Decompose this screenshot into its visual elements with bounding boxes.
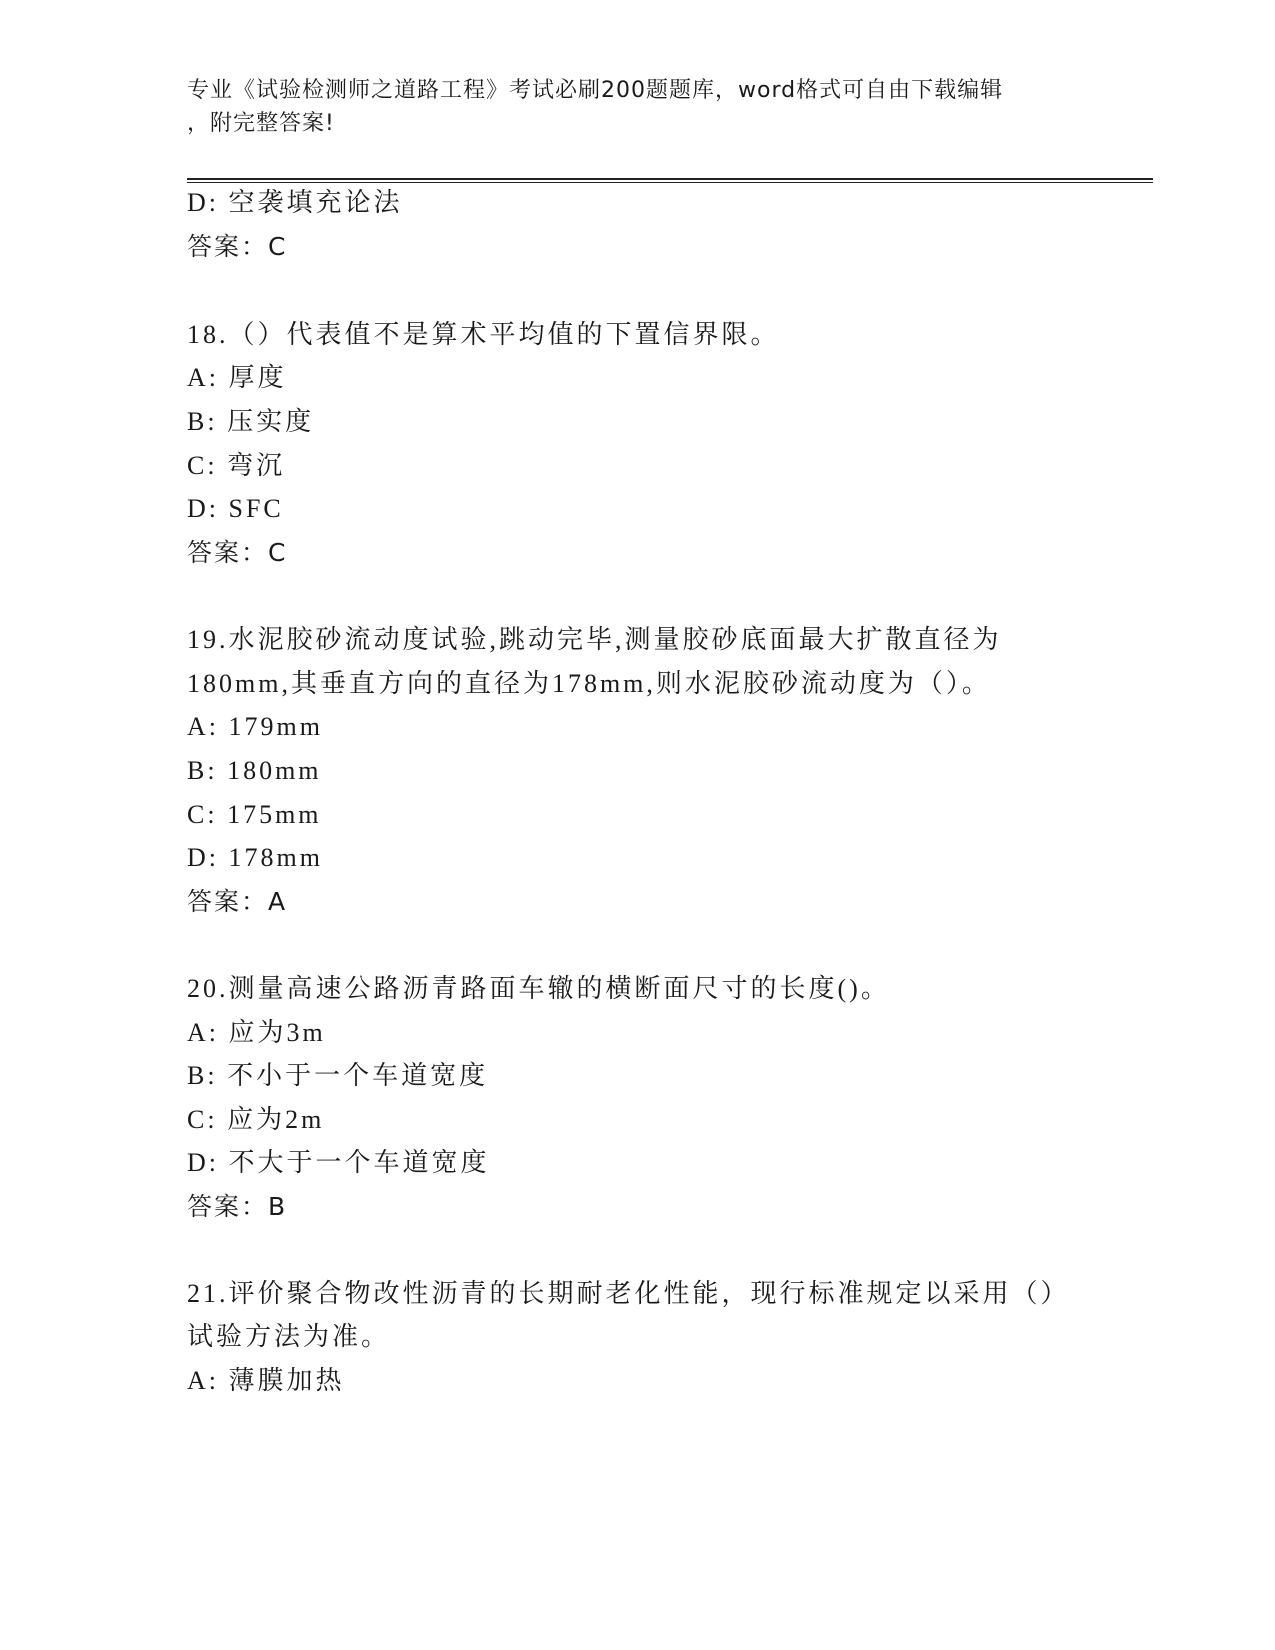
question-20-option-b: B: 不小于一个车道宽度 — [187, 1061, 489, 1090]
question-18-option-b: B: 压实度 — [187, 407, 315, 436]
question-20-stem: 20.测量高速公路沥青路面车辙的横断面尺寸的长度()。 — [187, 974, 890, 1003]
header-title-line1: 专业《试验检测师之道路工程》考试必刷200题题库，word格式可自由下载编辑 — [187, 78, 1004, 103]
question-18-option-d: D: SFC — [187, 494, 284, 523]
question-18-option-a: A: 厚度 — [187, 363, 287, 392]
document-header — [187, 74, 1067, 140]
prev-option-d: D: 空袭填充论法 — [187, 188, 403, 217]
question-20-option-c: C: 应为2m — [187, 1105, 325, 1134]
question-20-answer: 答案：B — [187, 1192, 288, 1221]
header-divider — [187, 178, 1153, 183]
question-19-option-d: D: 178mm — [187, 843, 323, 872]
question-18-stem: 18.（）代表值不是算术平均值的下置信界限。 — [187, 320, 780, 349]
question-19-answer: 答案：A — [187, 887, 288, 916]
prev-answer: 答案：C — [187, 232, 288, 261]
question-18-option-c: C: 弯沉 — [187, 451, 286, 480]
question-19-option-b: B: 180mm — [187, 756, 322, 785]
question-20-option-a: A: 应为3m — [187, 1018, 326, 1047]
header-title-line2: ，附完整答案! — [187, 111, 335, 136]
question-19-option-c: C: 175mm — [187, 800, 322, 829]
question-19-stem-line2: 180mm,其垂直方向的直径为178mm,则水泥胶砂流动度为（）。 — [187, 669, 991, 698]
question-21-stem-line1: 21.评价聚合物改性沥青的长期耐老化性能，现行标准规定以采用（） — [187, 1279, 1070, 1308]
question-21-stem-line2: 试验方法为准。 — [187, 1322, 391, 1351]
question-18-answer: 答案：C — [187, 538, 288, 567]
question-20-option-d: D: 不大于一个车道宽度 — [187, 1148, 490, 1177]
question-19-option-a: A: 179mm — [187, 712, 323, 741]
question-19-stem-line1: 19.水泥胶砂流动度试验,跳动完毕,测量胶砂底面最大扩散直径为 — [187, 625, 1002, 654]
question-21-option-a: A: 薄膜加热 — [187, 1366, 345, 1395]
